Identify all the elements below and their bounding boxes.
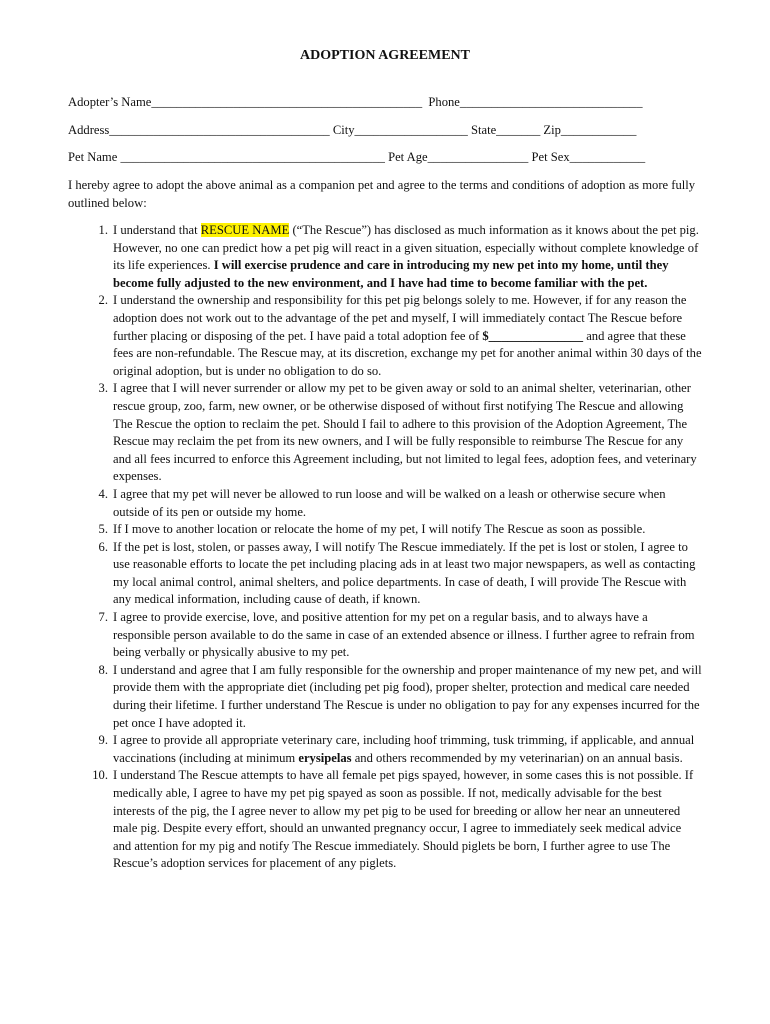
item-text: I agree to provide all appropriate veterinary care, including hoof trimming, tusk trimming, if applicable, and annual vaccinations (including at minimum [113, 733, 695, 765]
item-text: If I move to another location or relocate the home of my pet, I will notify The Rescue as soon as possible. [113, 522, 646, 537]
item-number: 1. [98, 223, 108, 237]
page-title: ADOPTION AGREEMENT [300, 48, 470, 63]
item-text: I agree that I will never surrender or allow my pet to be given away or sold to an animal shelter, veterinarian, other rescue group, zoo, farm, new owner, or be otherwise disposed of without first notifying The Rescue and allowing The Rescue the option to reclaim the pet. Should I fail to adhere to this provision of the Adoption Agreement, The Rescue may reclaim the pet from its new owners, and I will be fully responsible to reimburse The Rescue for any and all fees incurred to enforce this Agreement including, but not limited to legal fees, adoption fees, and veterinary expenses. [113, 381, 697, 484]
item-text: I understand The Rescue attempts to have all female pet pigs spayed, however, in some cases this is not possible. If medically able, I agree to have my pet pig spayed as soon as possible. If not, medically advisable for the best interests of the pig, the I agree never to allow my pet pig to be used for breeding or allow her near an unneutered male pig. Despite every effort, should an unwanted pregnancy occur, I agree to immediately seek medical advice and attention for my pig and notify The Rescue immediately. Should piglets be born, I further agree to use The Rescue’s adoption services for placement of any piglets. [113, 768, 694, 871]
list-item [68, 609, 702, 662]
item-text: I understand the ownership and responsibility for this pet pig belongs solely to me. However, if for any reason the adoption does not work out to the advantage of the pet and myself, I will immediately contact The Rescue before further placing or disposing of the pet. I have paid a total adoption fee of [113, 293, 687, 343]
item-text: and others recommended by my veterinarian) on an annual basis. [351, 750, 683, 765]
item-text: I agree that my pet will never be allowed to run loose and will be walked on a leash or otherwise secure when outside of its pen or outside my home. [113, 486, 666, 519]
list-item [68, 222, 702, 292]
item-number: 9. [98, 733, 108, 748]
item-number: 4. [98, 486, 108, 501]
list-item [68, 486, 702, 521]
adopter-name-phone-line: Adopter’s Name___________________________________________ Phone_____________________________ [68, 95, 643, 109]
item-text: and agree that these fees are non-refundable. The Rescue may, at its discretion, exchange my pet for another animal within 30 days of the original adoption, but is under no obligation to do so. [113, 328, 702, 378]
rescue-name-placeholder: RESCUE NAME [200, 223, 290, 237]
list-item [68, 767, 702, 873]
item-number: 6. [98, 539, 108, 554]
pet-name-age-sex-line: Pet Name __________________________________________ Pet Age________________ Pet Sex____________ [68, 150, 646, 164]
item-text: If the pet is lost, stolen, or passes away, I will notify The Rescue immediately. If the pet is lost or stolen, I agree to use reasonable efforts to locate the pet including placing ads in at least two major newspapers, as well as contacting my local animal control, animal shelters, and police departments. In case of death, I will provide The Rescue with any medical information, including cause of death, if known. [113, 539, 696, 607]
address-city-state-zip-line: Address___________________________________ City__________________ State_______ Zip____________ [68, 123, 637, 137]
list-item [68, 292, 702, 380]
item-text: I understand and agree that I am fully responsible for the ownership and proper maintenance of my new pet, and will provide them with the appropriate diet (including pet pig food), proper shelter, protection and medical care needed during their lifetime. I further understand The Rescue is under no obligation to pay for any expenses incurred for the pet once I have adopted it. [113, 662, 702, 730]
item-text: I understand that [113, 223, 201, 237]
adoption-fee-blank: $_______________ [482, 328, 584, 343]
item-number: 3. [98, 381, 108, 396]
item-text: I agree to provide exercise, love, and positive attention for my pet on a regular basis, and to always have a responsible person available to do the same in case of an extended absence or illness. I further agree to refrain from being verbally or physically abusive to my pet. [113, 610, 695, 660]
item-text: (“The Rescue”) has disclosed as much information as it knows about the pet pig. However, no one can predict how a pet pig will react in a given situation, especially without complete knowledge of its life experiences. [113, 223, 699, 273]
item-number: 7. [98, 610, 108, 625]
item-number: 8. [98, 662, 108, 677]
item-number: 2. [98, 293, 108, 308]
intro-paragraph: I hereby agree to adopt the above animal as a companion pet and agree to the terms and conditions of adoption as more fully outlined below: [68, 178, 696, 210]
item-bold-text: I will exercise prudence and care in introducing my new pet into my home, until they become fully adjusted to the new environment, and I have had time to become familiar with the pet. [113, 258, 669, 290]
terms-list [68, 222, 702, 873]
list-item [68, 521, 702, 539]
item-bold-text: erysipelas [298, 750, 352, 765]
list-item [68, 539, 702, 609]
item-number: 10. [92, 768, 108, 783]
item-number: 5. [98, 522, 108, 537]
list-item [68, 380, 702, 486]
list-item [68, 662, 702, 732]
list-item [68, 732, 702, 767]
